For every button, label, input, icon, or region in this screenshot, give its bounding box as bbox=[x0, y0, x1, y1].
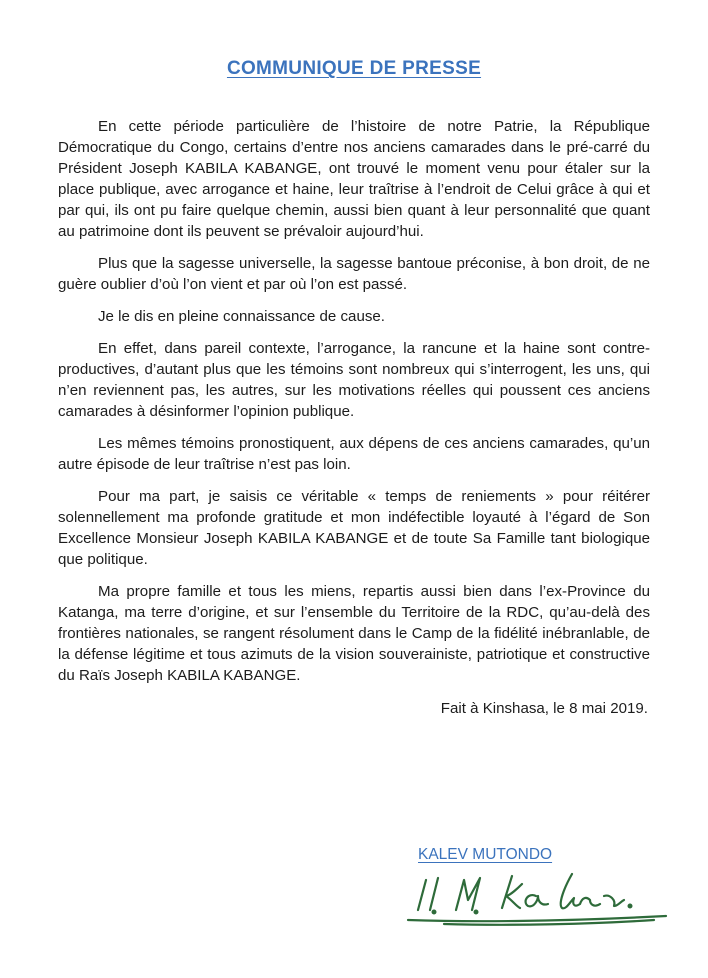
paragraph-2: Plus que la sagesse universelle, la sagesse bantoue préconise, à bon droit, de ne guère oublier d’où l’on vient et par où l’on est passé. bbox=[58, 255, 650, 293]
paragraph-4: En effet, dans pareil contexte, l’arrogance, la rancune et la haine sont contre-productives, d’autant plus que les témoins sont nombreux qui s’interrogent, les uns, qui n’en reviennent pas, les autres, sur les motivations réelles qui poussent ces anciens camarades à désinformer l’opinion publique. bbox=[58, 340, 650, 420]
date-line: Fait à Kinshasa, le 8 mai 2019. bbox=[440, 700, 648, 717]
document-body bbox=[58, 116, 650, 686]
paragraph-7: Ma propre famille et tous les miens, repartis aussi bien dans l’ex-Province du Katanga, ma terre d’origine, et sur l’ensemble du Territoire de la RDC, qu’au-delà des frontières nationales, se rangent résolument dans le Camp de la fidélité inébranlable, de la défense légitime et tous azimuts de la vision souverainiste, patriotique et constructive du Raïs Joseph KABILA KABANGE. bbox=[58, 583, 650, 684]
paragraph-3: Je le dis en pleine connaissance de cause. bbox=[98, 308, 385, 325]
paragraph-5: Les mêmes témoins pronostiquent, aux dépens de ces anciens camarades, qu’un autre épisode de leur traîtrise n’est pas loin. bbox=[58, 435, 650, 473]
document-title: COMMUNIQUE DE PRESSE bbox=[226, 58, 482, 79]
signatory-name: KALEV MUTONDO bbox=[418, 846, 553, 863]
handwritten-signature bbox=[404, 866, 672, 932]
paragraph-6: Pour ma part, je saisis ce véritable « temps de reniements » pour réitérer solennellement ma profonde gratitude et mon indéfectible loyauté à l’égard de Son Excellence Monsieur Joseph KABILA KABANGE et de toute Sa Famille tant biologique que politique. bbox=[58, 488, 650, 568]
paragraph-1: En cette période particulière de l’histoire de notre Patrie, la République Démocratique du Congo, certains d’entre nos anciens camarades dans le pré-carré du Président Joseph KABILA KABANGE, ont trouvé le moment venu pour étaler sur la place publique, avec arrogance et haine, leur traîtrise à l’endroit de Celui grâce à qui et par qui, ils ont pu faire quelque chemin, aussi bien quant à leur personnalité que quant au patrimoine dont ils peuvent se prévaloir aujourd’hui. bbox=[58, 118, 650, 240]
